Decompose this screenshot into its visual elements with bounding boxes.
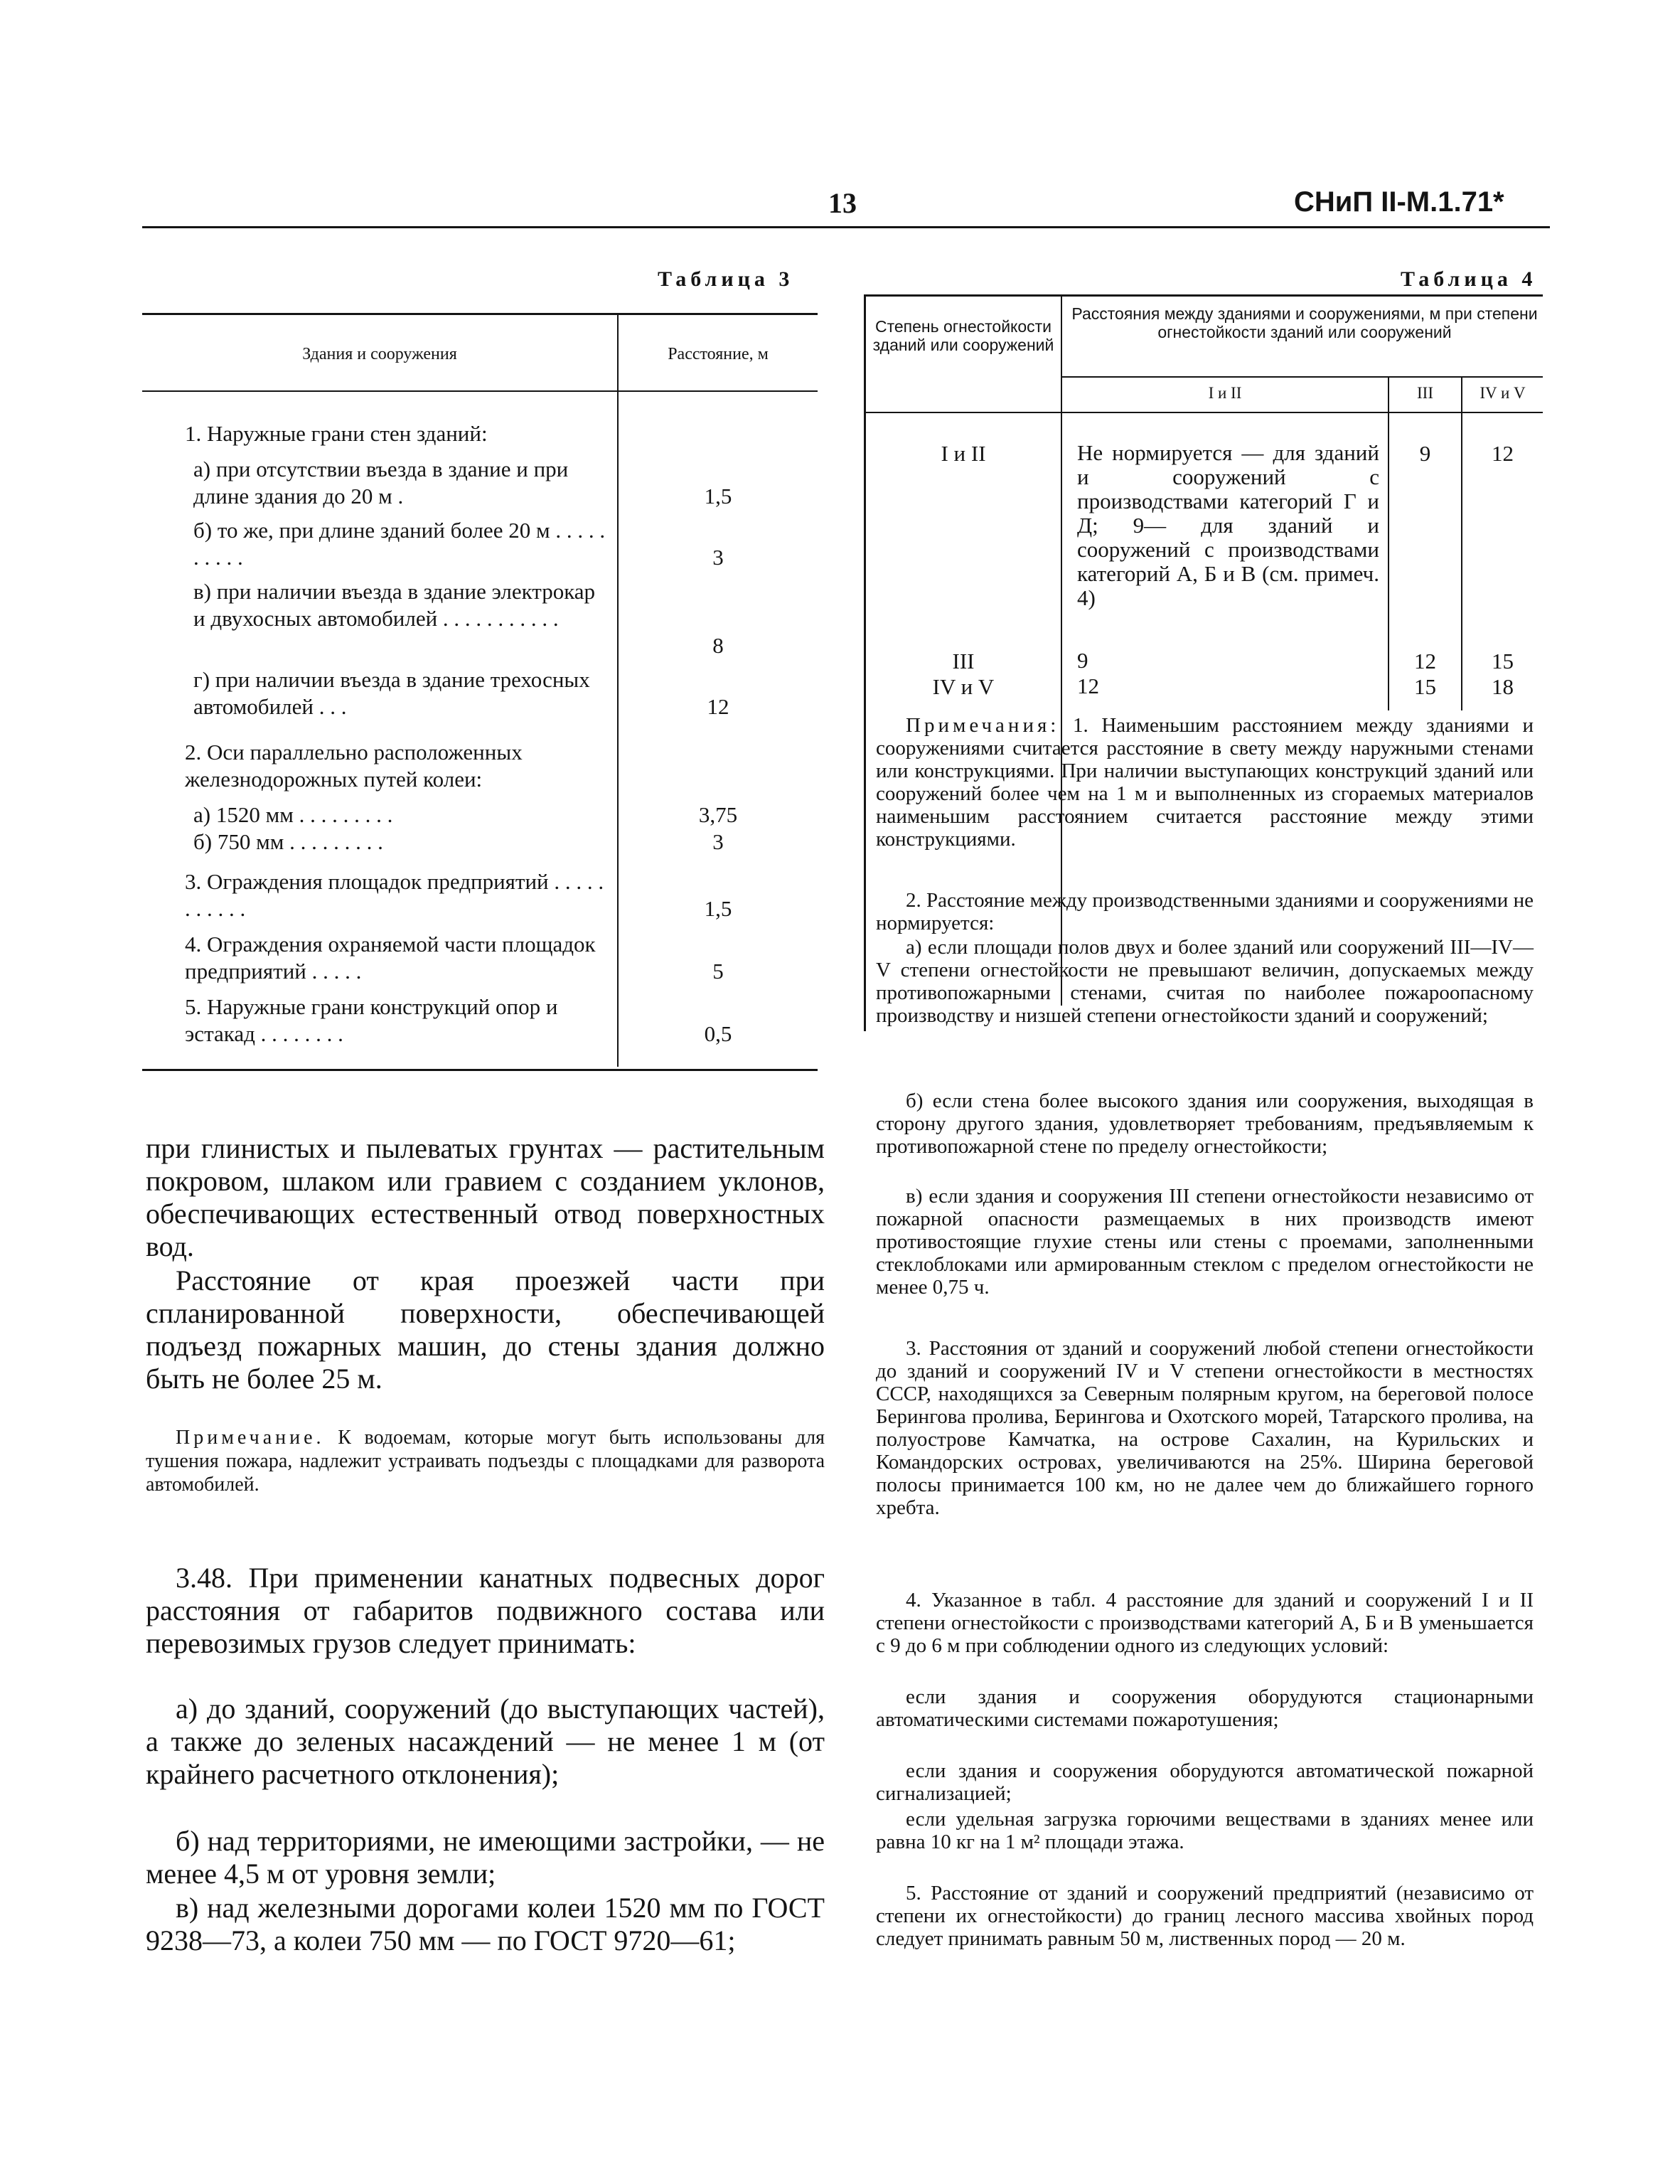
- table3-header-buildings: Здания и сооружения: [302, 345, 457, 363]
- table-row-value: 3,75: [698, 802, 738, 827]
- table-row-text: в) при наличии въезда в здание электрокар и двухосных автомобилей . . . . . . . . . . .: [193, 579, 596, 631]
- document-code: СНиП II-М.1.71*: [1294, 186, 1504, 218]
- table-row-text: б) 750 мм . . . . . . . . .: [193, 829, 383, 854]
- note-text: К водоемам, которые могут быть использованы для тушения пожара, надлежит устраивать подъезды с площадками для разворота автомобилей.: [146, 1427, 825, 1496]
- table-row-degree: III: [952, 649, 975, 673]
- note-5: 5. Расстояние от зданий и сооружений предприятий (независимо от степени их огнестойкости) до границ лесного массива хвойных пород следует принимать равным 50 м, лиственных пород — 20 м.: [876, 1882, 1534, 1950]
- note-4-condition: если удельная загрузка горючими веществами в зданиях менее или равна 10 кг на 1 м² площади этажа.: [876, 1808, 1534, 1853]
- note-2: 2. Расстояние между производственными зданиями и сооружениями не нормируется:: [876, 889, 1534, 934]
- table4-caption: Таблица 4: [1401, 267, 1537, 291]
- list-item: а) до зданий, сооружений (до выступающих частей), а также до зеленых насаждений — не менее 1 м (от крайнего расчетного отклонения);: [146, 1693, 825, 1790]
- note-paragraph: [146, 1426, 825, 1496]
- table4-top-rule: [864, 294, 1543, 297]
- table-row-text: 4. Ограждения охраняемой части площадок предприятий . . . . .: [185, 932, 596, 984]
- table-row-cell: 12: [1414, 649, 1436, 673]
- table4-left-rule: [864, 294, 866, 1031]
- table-row-cell: 12: [1077, 673, 1099, 698]
- table-row-value: 12: [707, 694, 729, 719]
- note-4: 4. Указанное в табл. 4 расстояние для зданий и сооружений I и II степени огнестойкости с производствами категорий А, Б и В уменьшается с 9 до 6 м при соблюдении одного из следующих условий:: [876, 1589, 1534, 1657]
- table-row-text: 3. Ограждения площадок предприятий . . . . . . . . . . .: [185, 869, 604, 921]
- table-row-degree: IV и V: [932, 674, 995, 699]
- table3-column-divider: [617, 315, 619, 1067]
- table-row-text: а) при отсутствии въезда в здание и при длине здания до 20 м .: [193, 457, 569, 508]
- header-rule: [142, 226, 1550, 228]
- paragraph: Расстояние от края проезжей части при спланированной поверхности, обеспечивающей подъезд пожарных машин, до стены здания должно быть не более 25 м.: [146, 1264, 825, 1395]
- table-row-value: 8: [712, 633, 724, 658]
- clause-text: При применении канатных подвесных дорог расстояния от габаритов подвижного состава или перевозимых грузов следует принимать:: [146, 1562, 825, 1659]
- table4-column-divider: [1061, 294, 1062, 437]
- notes-label: Примечания:: [906, 714, 1060, 737]
- table-row-text: г) при наличии въезда в здание трехосных автомобилей . . .: [193, 667, 590, 719]
- table-row-value: 5: [712, 959, 724, 984]
- table4-subheader: I и II: [1208, 384, 1242, 402]
- table3-caption: Таблица 3: [658, 267, 794, 291]
- table-row-cell: 9: [1077, 648, 1088, 673]
- table-row-text: а) 1520 мм . . . . . . . . .: [193, 802, 393, 827]
- table4-subheader-rule: [1062, 376, 1543, 378]
- table-row-text: 5. Наружные грани конструкций опор и эстакад . . . . . . . .: [185, 994, 558, 1046]
- table-row-value: 0,5: [704, 1021, 732, 1046]
- page-number: 13: [828, 187, 857, 219]
- table3-header-distance: Расстояние, м: [668, 345, 769, 363]
- note-label: Примечание.: [176, 1427, 325, 1449]
- table4-header-degree: Степень огнестойкости зданий или сооружений: [872, 317, 1054, 354]
- table-row-value: 1,5: [704, 896, 732, 921]
- table3-header-rule: [142, 390, 818, 392]
- table-row-cell: 12: [1492, 441, 1514, 466]
- note-text: 1. Наименьшим расстоянием между зданиями и сооружениями считается расстояние в свету между наружными стенами или конструкциями. При наличии выступающих конструкций зданий или сооружений более чем на 1 м и выполненных из сгораемых материалов наименьшим расстоянием считается расстояние между этими конструкциями.: [876, 714, 1534, 851]
- note-2c: в) если здания и сооружения III степени огнестойкости независимо от пожарной опасности размещаемых в них производств имеют противостоящие глухие стены или стены с проемами, заполненными стеклоблоками или армированным стеклом с пределом огнестойкости не менее 0,75 ч.: [876, 1185, 1534, 1299]
- table4-header-rule: [864, 412, 1543, 413]
- table-row-text: 2. Оси параллельно расположенных железнодорожных путей колеи:: [185, 740, 523, 792]
- table-row-cell: Не нормируется — для зданий и сооружений с производствами категорий Г и Д; 9— для зданий и сооружений с производствами категорий А, Б и В (см. примеч. 4): [1077, 440, 1379, 610]
- paragraph: при глинистых и пылеватых грунтах — растительным покровом, шлаком или гравием с созданием уклонов, обеспечивающих естественный отвод поверхностных вод.: [146, 1132, 825, 1262]
- list-item: в) над железными дорогами колеи 1520 мм по ГОСТ 9238—73, а колеи 750 мм — по ГОСТ 9720—61;: [146, 1892, 825, 1956]
- table-row-cell: 15: [1492, 649, 1514, 673]
- table-row-cell: 15: [1414, 674, 1436, 699]
- table4-subheader: III: [1417, 384, 1433, 402]
- clause-number: 3.48.: [176, 1562, 232, 1594]
- table-row-value: 3: [712, 545, 724, 570]
- note-4-condition: если здания и сооружения оборудуются автоматической пожарной сигнализацией;: [876, 1759, 1534, 1805]
- note-2b: б) если стена более высокого здания или сооружения, выходящая в сторону другого здания, удовлетворяет требованиям, предъявляемым к противопожарной стене по пределу огнестойкости;: [876, 1090, 1534, 1158]
- table-row-value: 3: [712, 829, 724, 854]
- note-1: [876, 714, 1534, 851]
- table-row-degree: I и II: [941, 441, 986, 466]
- table-row-cell: 9: [1419, 441, 1431, 466]
- table-row-value: 1,5: [704, 484, 732, 508]
- clause-3-48: [146, 1562, 825, 1660]
- table4-header-distances: Расстояния между зданиями и сооружениями, м при степени огнестойкости зданий или сооружений: [1071, 304, 1538, 341]
- note-3: 3. Расстояния от зданий и сооружений любой степени огнестойкости до зданий и сооружений IV и V степени огнестойкости в местностях СССР, находящихся за Северным полярным кругом, на береговой полосе Берингова пролива, Берингова и Охотского морей, Татарского пролива, на полуострове Камчатка, на острове Сахалин, на Курильских и Командорских островах, увеличиваются на 25%. Ширина береговой полосы принимается 100 км, но не далее чем до ближайшего горного хребта.: [876, 1337, 1534, 1519]
- table4-subheader: IV и V: [1480, 384, 1526, 402]
- note-2a: а) если площади полов двух и более зданий или сооружений III—IV—V степени огнестойкости не превышают величин, допускаемых между противопожарными стенами, считая по наиболее пожароопасному производству и низшей степени огнестойкости зданий и сооружений;: [876, 936, 1534, 1027]
- note-4-condition: если здания и сооружения оборудуются стационарными автоматическими системами пожаротушения;: [876, 1685, 1534, 1731]
- table-row-text: 1. Наружные грани стен зданий:: [185, 421, 488, 446]
- table-row-text: б) то же, при длине зданий более 20 м . . . . . . . . . .: [193, 518, 606, 570]
- list-item: б) над территориями, не имеющими застройки, — не менее 4,5 м от уровня земли;: [146, 1825, 825, 1890]
- table3: [142, 313, 818, 1071]
- table-row-cell: 18: [1492, 674, 1514, 699]
